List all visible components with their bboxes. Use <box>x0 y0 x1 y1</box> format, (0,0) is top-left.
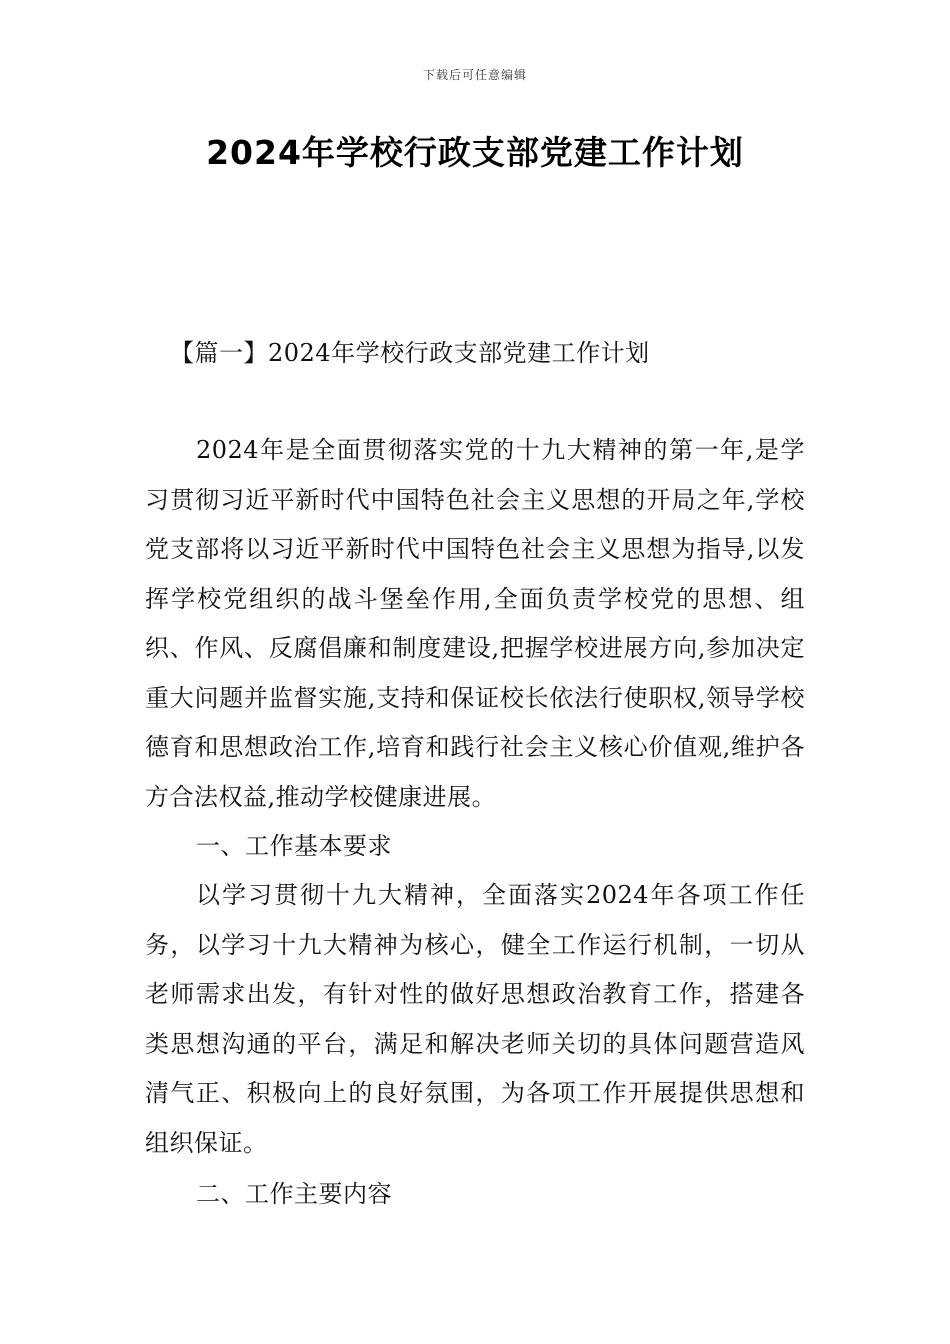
paragraph-text: 2024年是全面贯彻落实党的十九大精神的第一年,是学习贯彻习近平新时代中国特色社会主义思想的开局之年,学校党支部将以习近平新时代中国特色社会主义思想为指导,以发挥学校党组织的战斗堡垒作用,全面负责学校党的思想、组织、作风、反腐倡廉和制度建设,把握学校进展方向,参加决定重大问题并监督实施,支持和保证校长依法行使职权,领导学校德育和思想政治工作,培育和践行社会主义核心价值观,维护各方合法权益,推动学校健康进展。 <box>145 436 805 811</box>
heading-basic-requirements: 一、工作基本要求 <box>196 832 392 860</box>
heading-main-content: 二、工作主要内容 <box>196 1180 392 1208</box>
paragraph-text: 以学习贯彻十九大精神，全面落实2024年各项工作任务，以学习十九大精神为核心，健全工作运行机制，一切从老师需求出发，有针对性的做好思想政治教育工作，搭建各类思想沟通的平台，满足和解决老师关切的具体问题营造风清气正、积极向上的良好氛围，为各项工作开展提供思想和组织保证。 <box>145 881 805 1157</box>
header-note: 下载后可任意编辑 <box>422 68 527 82</box>
section-title: 【篇一】2024年学校行政支部党建工作计划 <box>170 339 650 367</box>
paragraph-requirements <box>145 871 805 1168</box>
paragraph-intro <box>145 426 805 822</box>
document-title: 2024年学校行政支部党建工作计划 <box>206 133 744 172</box>
